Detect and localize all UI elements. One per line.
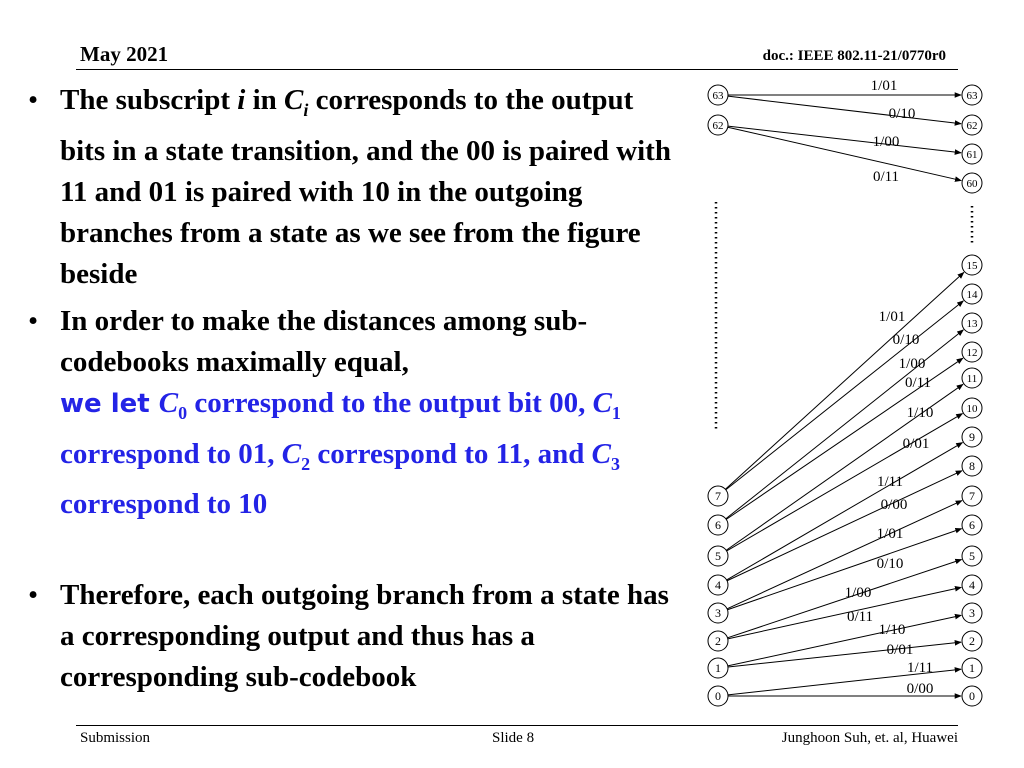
svg-text:3: 3 bbox=[715, 606, 721, 620]
svg-text:5: 5 bbox=[715, 549, 721, 563]
svg-text:6: 6 bbox=[969, 518, 975, 532]
svg-text:62: 62 bbox=[966, 120, 978, 132]
branch-arrow-4-to-9 bbox=[727, 443, 963, 580]
svg-text:9: 9 bbox=[969, 430, 975, 444]
math-var-i: i bbox=[237, 84, 246, 116]
left-state-node-6 bbox=[708, 515, 728, 535]
branch-label-6-to-13: 1/00 bbox=[898, 356, 926, 372]
header-doc-id: doc.: IEEE 802.11-21/0770r0 bbox=[762, 48, 946, 64]
left-state-node-4 bbox=[708, 575, 728, 595]
svg-text:3: 3 bbox=[969, 606, 975, 620]
bullet-2-text-d: correspond to 11, and bbox=[310, 437, 592, 470]
right-state-node-10 bbox=[962, 398, 982, 418]
bullet-1-text-c: corresponds to the output bits in a state transition, and the 00 is paired with 11 and 01 is paired with 10 in the outgoing branches from a state as we see from the figure beside bbox=[60, 84, 671, 290]
svg-text:1: 1 bbox=[715, 661, 721, 675]
left-state-node-0 bbox=[708, 686, 728, 706]
math-c3: $C_3$ bbox=[591, 437, 620, 474]
svg-text:12: 12 bbox=[966, 347, 978, 359]
branch-label-62-to-61: 1/00 bbox=[872, 134, 900, 150]
branch-label-63-to-62: 0/10 bbox=[888, 106, 916, 122]
branch-label-5-to-11: 1/10 bbox=[906, 405, 934, 421]
svg-text:63: 63 bbox=[712, 90, 724, 102]
svg-text:2: 2 bbox=[715, 634, 721, 648]
left-state-node-5 bbox=[708, 546, 728, 566]
bullet-icon: • bbox=[28, 579, 39, 612]
right-state-node-9 bbox=[962, 427, 982, 447]
left-state-node-62 bbox=[708, 115, 728, 135]
branch-arrow-4-to-8 bbox=[727, 471, 962, 581]
svg-text:14: 14 bbox=[966, 289, 978, 301]
right-state-node-11 bbox=[962, 368, 982, 388]
math-c2: $C_2$ bbox=[281, 437, 311, 474]
svg-text:5: 5 bbox=[969, 549, 975, 563]
math-c0: $C_0$ bbox=[158, 386, 188, 423]
svg-text:63: 63 bbox=[966, 90, 978, 102]
left-state-node-2 bbox=[708, 631, 728, 651]
right-state-node-5 bbox=[962, 546, 982, 566]
svg-text:15: 15 bbox=[966, 260, 978, 272]
branch-label-5-to-10: 0/01 bbox=[902, 436, 930, 452]
right-state-node-15 bbox=[962, 255, 982, 275]
branch-arrow-7-to-14 bbox=[726, 301, 964, 490]
bullet-icon: • bbox=[28, 84, 39, 116]
math-c-letter: C bbox=[284, 84, 304, 116]
branch-label-62-to-60: 0/11 bbox=[872, 169, 900, 185]
branch-arrow-1-to-3 bbox=[728, 615, 961, 666]
svg-text:6: 6 bbox=[715, 518, 721, 532]
branch-label-6-to-12: 0/11 bbox=[904, 375, 932, 391]
bullet-2-text-b: correspond to the output bit 00, bbox=[187, 386, 593, 419]
branch-label-3-to-7: 1/01 bbox=[876, 526, 904, 542]
footer-submission: Submission bbox=[80, 730, 151, 746]
svg-text:10: 10 bbox=[966, 403, 978, 415]
branch-label-1-to-3: 1/10 bbox=[878, 622, 906, 638]
bullet-2-text-c: correspond to 01, bbox=[60, 437, 282, 470]
svg-text:61: 61 bbox=[966, 149, 978, 161]
branch-label-4-to-9: 1/11 bbox=[876, 474, 904, 490]
math-c1: $C_1$ bbox=[592, 386, 621, 423]
right-state-node-6 bbox=[962, 515, 982, 535]
svg-text:4: 4 bbox=[969, 578, 975, 592]
right-state-node-2 bbox=[962, 631, 982, 651]
right-state-node-13 bbox=[962, 313, 982, 333]
bullet-icon: • bbox=[28, 304, 39, 337]
left-state-node-63 bbox=[708, 85, 728, 105]
svg-text:0: 0 bbox=[969, 689, 975, 703]
branch-label-3-to-6: 0/10 bbox=[876, 556, 904, 572]
footer-slide-number: Slide 8 bbox=[492, 730, 535, 746]
branch-arrow-62-to-60 bbox=[728, 127, 962, 180]
svg-text:8: 8 bbox=[969, 459, 975, 473]
svg-text:7: 7 bbox=[969, 489, 975, 503]
right-state-node-62 bbox=[962, 115, 982, 135]
branch-label-7-to-14: 0/10 bbox=[892, 332, 920, 348]
math-c-subscript: i bbox=[303, 99, 309, 120]
svg-text:13: 13 bbox=[966, 318, 978, 330]
branch-label-0-to-1: 1/11 bbox=[906, 660, 934, 676]
bullet-1-text-b: in bbox=[245, 84, 285, 116]
footer-authors: Junghoon Suh, et. al, Huawei bbox=[781, 730, 958, 746]
branch-arrow-5-to-10 bbox=[727, 414, 963, 551]
branch-arrow-63-to-62 bbox=[728, 96, 961, 124]
svg-text:11: 11 bbox=[966, 373, 978, 385]
svg-text:0: 0 bbox=[715, 689, 721, 703]
branch-label-63-to-63: 1/01 bbox=[870, 78, 898, 94]
left-state-node-3 bbox=[708, 603, 728, 623]
bullet-2-text-e: correspond to 10 bbox=[60, 488, 268, 521]
branch-arrow-62-to-61 bbox=[728, 126, 961, 153]
right-state-node-14 bbox=[962, 284, 982, 304]
svg-text:60: 60 bbox=[966, 178, 978, 190]
branch-label-2-to-4: 0/11 bbox=[846, 609, 874, 625]
right-state-node-8 bbox=[962, 456, 982, 476]
right-state-node-60 bbox=[962, 173, 982, 193]
svg-text:1: 1 bbox=[969, 661, 975, 675]
branch-label-1-to-2: 0/01 bbox=[886, 642, 914, 658]
svg-text:4: 4 bbox=[715, 578, 721, 592]
bullet-1-text-a: The subscript bbox=[60, 84, 238, 116]
right-state-node-1 bbox=[962, 658, 982, 678]
left-state-node-1 bbox=[708, 658, 728, 678]
bullet-2-text-a: In order to make the distances among sub-codebooks maximally equal, bbox=[60, 304, 588, 378]
right-state-node-7 bbox=[962, 486, 982, 506]
right-state-node-61 bbox=[962, 144, 982, 164]
svg-text:7: 7 bbox=[715, 489, 721, 503]
svg-text:62: 62 bbox=[712, 120, 724, 132]
branch-label-7-to-15: 1/01 bbox=[878, 309, 906, 325]
left-state-node-7 bbox=[708, 486, 728, 506]
header-date: May 2021 bbox=[80, 42, 169, 66]
right-state-node-12 bbox=[962, 342, 982, 362]
right-state-node-4 bbox=[962, 575, 982, 595]
svg-text:2: 2 bbox=[969, 634, 975, 648]
right-state-node-63 bbox=[962, 85, 982, 105]
branch-arrow-6-to-13 bbox=[726, 330, 964, 519]
right-state-node-3 bbox=[962, 603, 982, 623]
branch-label-0-to-0: 0/00 bbox=[906, 681, 934, 697]
branch-label-2-to-5: 1/00 bbox=[844, 585, 872, 601]
bullet-3-text: Therefore, each outgoing branch from a state has a corresponding output and thus has a corresponding sub-codebook bbox=[60, 579, 669, 694]
footer-rule bbox=[76, 725, 958, 726]
right-state-node-0 bbox=[962, 686, 982, 706]
we-let-text: we let bbox=[60, 388, 159, 419]
branch-label-4-to-8: 0/00 bbox=[880, 497, 908, 513]
